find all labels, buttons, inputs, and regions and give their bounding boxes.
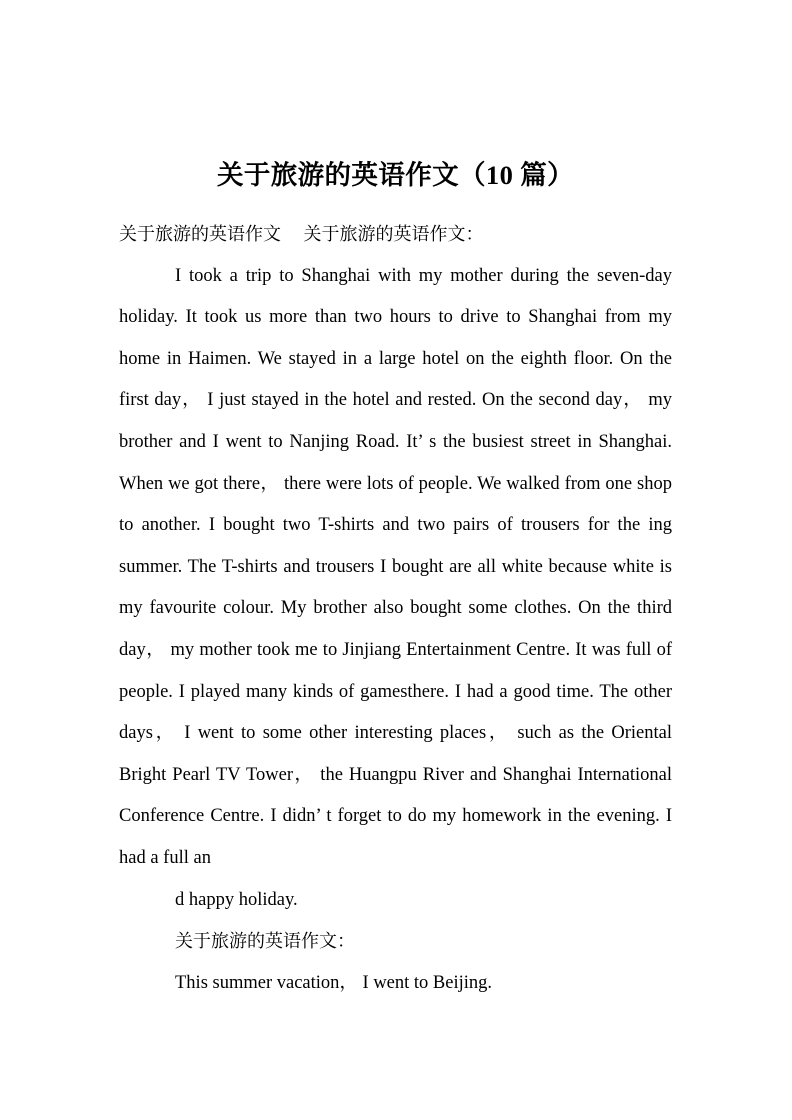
paragraph-main: I took a trip to Shanghai with my mother during the seven-day holiday. It took us more than two hours to drive to Shanghai from my home in Haimen. We stayed in a large hotel on the eighth floor. On the first day， I just stayed in the hotel and rested. On the second day， my brother and I went to Nanjing Road. It’ s the busiest street in Shanghai. When we got there， there were lots of people. We walked from one shop to another. I bought two T-shirts and two pairs of trousers for the ing summer. The T-shirts and trousers I bought are all white because white is my favourite colour. My brother also bought some clothes. On the third day， my mother took me to Jinjiang Entertainment Centre. It was full of people. I played many kinds of gamesthere. I had a good time. The other days， I went to some other interesting places， such as the Oriental Bright Pearl TV Tower， the Huangpu River and Shanghai International Conference Centre. I didn’ t forget to do my homework in the evening. I had a full an — [119, 265, 672, 868]
paragraph-last: This summer vacation， I went to Beijing. — [175, 972, 493, 993]
section-heading-2: 关于旅游的英语作文： — [175, 931, 355, 952]
document-body — [119, 214, 672, 1004]
paragraph-continuation: d happy holiday. — [175, 889, 298, 910]
subtitle-line: 关于旅游的英语作文 关于旅游的英语作文： — [119, 224, 484, 244]
page-title: 关于旅游的英语作文（10 篇） — [216, 159, 575, 190]
